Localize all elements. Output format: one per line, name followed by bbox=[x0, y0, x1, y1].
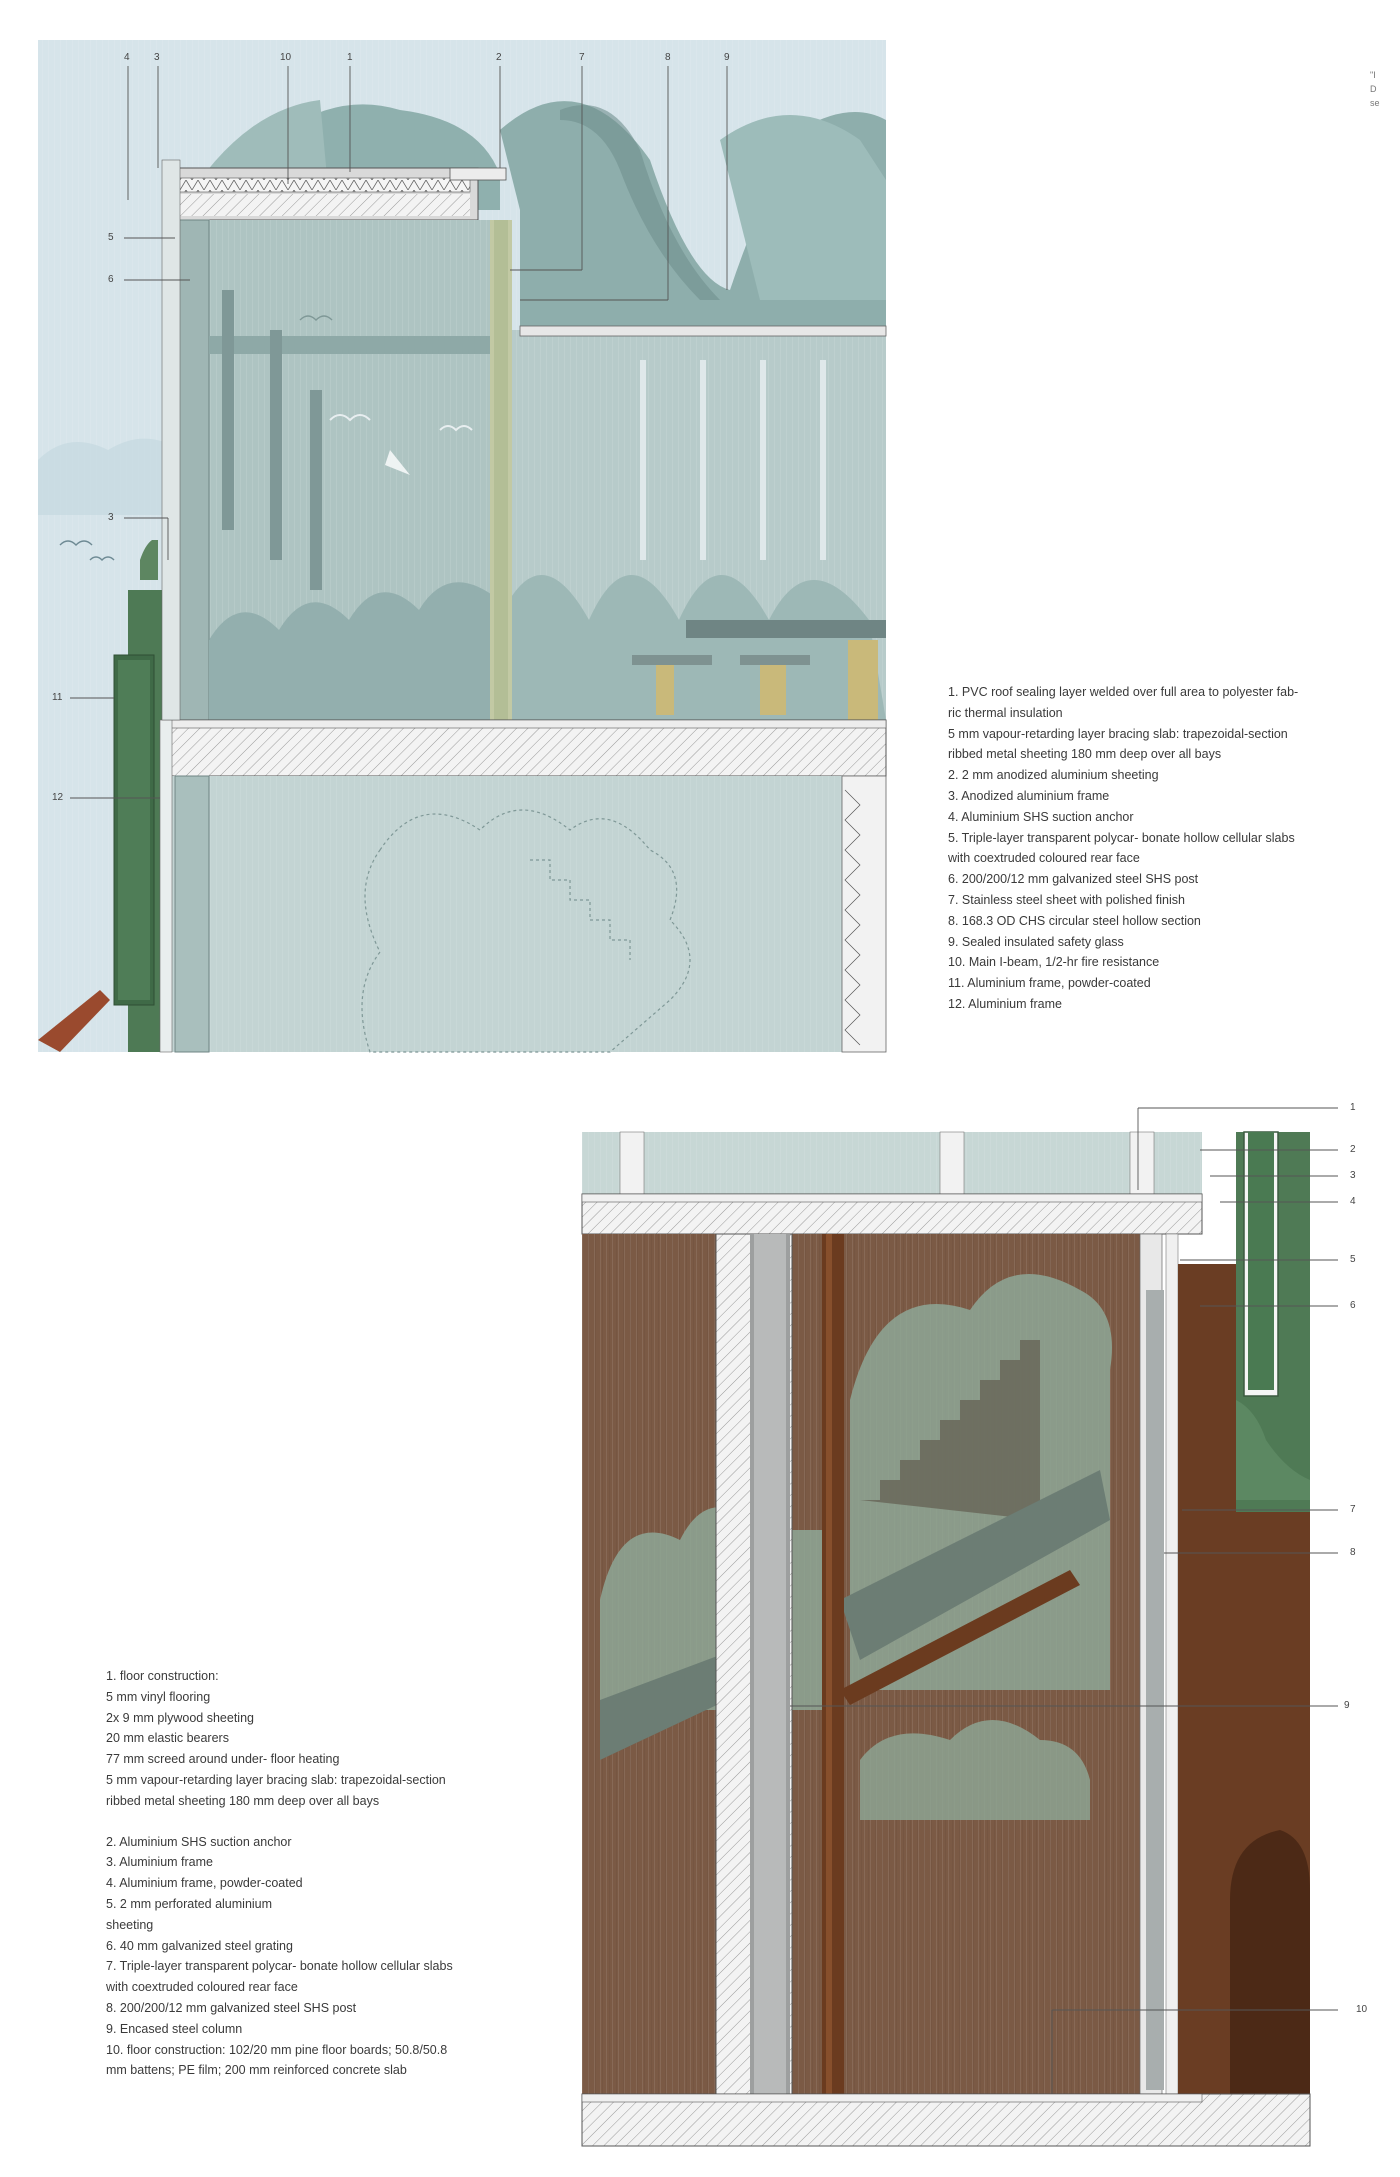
bottom-legend-line: 77 mm screed around under- floor heating bbox=[106, 1752, 340, 1767]
top-legend-line: 8. 168.3 OD CHS circular steel hollow section bbox=[948, 913, 1201, 928]
bottom-legend-line: 5 mm vinyl flooring bbox=[106, 1689, 211, 1704]
bottom-legend-line: 6. 40 mm galvanized steel grating bbox=[106, 1938, 293, 1953]
top-legend-line: with coextruded coloured rear face bbox=[948, 851, 1140, 866]
bottom-callout-5: 5 bbox=[1350, 1254, 1356, 1265]
top-legend-line: 9. Sealed insulated safety glass bbox=[948, 934, 1124, 949]
bottom-legend-line: mm battens; PE film; 200 mm reinforced concrete slab bbox=[106, 2063, 407, 2078]
bottom-legend-line: 2x 9 mm plywood sheeting bbox=[106, 1710, 254, 1725]
top-legend-line: 7. Stainless steel sheet with polished finish bbox=[948, 892, 1185, 907]
corner-cropped-text bbox=[1370, 68, 1380, 110]
bottom-legend-line: 5. 2 mm perforated aluminium bbox=[106, 1896, 273, 1911]
top-callout-1: 1 bbox=[347, 52, 353, 63]
bottom-legend-line: 8. 200/200/12 mm galvanized steel SHS post bbox=[106, 2000, 357, 2015]
top-legend-line: 12. Aluminium frame bbox=[948, 996, 1062, 1011]
corner-text-line: se bbox=[1370, 98, 1380, 108]
top-legend-line: 5 mm vapour-retarding layer bracing slab: trapezoidal-section bbox=[948, 726, 1288, 741]
top-legend-line: 1. PVC roof sealing layer welded over full area to polyester fab- bbox=[948, 685, 1299, 699]
bottom-legend-line: 1. floor construction: bbox=[106, 1669, 219, 1683]
top-legend-line: 11. Aluminium frame, powder-coated bbox=[948, 976, 1151, 991]
bottom-legend-line: sheeting bbox=[106, 1917, 154, 1932]
top-callout-2: 2 bbox=[496, 52, 502, 63]
top-section-drawing bbox=[38, 40, 886, 1052]
bottom-callout-6: 6 bbox=[1350, 1300, 1356, 1311]
top-legend-line: ric thermal insulation bbox=[948, 705, 1063, 720]
top-legend-line: ribbed metal sheeting 180 mm deep over all bays bbox=[948, 747, 1222, 762]
top-legend-line: 4. Aluminium SHS suction anchor bbox=[948, 809, 1134, 824]
corner-text-line: "I bbox=[1370, 70, 1376, 80]
top-legend bbox=[948, 682, 1298, 1015]
top-callout-9: 9 bbox=[724, 52, 730, 63]
bottom-legend-line: with coextruded coloured rear face bbox=[106, 1980, 298, 1995]
bottom-legend-line: ribbed metal sheeting 180 mm deep over all bays bbox=[106, 1793, 380, 1808]
top-callout-4: 4 bbox=[124, 52, 130, 63]
top-callout-11: 11 bbox=[52, 692, 63, 703]
top-callout-5: 5 bbox=[108, 232, 114, 243]
bottom-callout-3: 3 bbox=[1350, 1170, 1356, 1181]
top-callout-7: 7 bbox=[579, 52, 585, 63]
corner-text-line: D bbox=[1370, 84, 1377, 94]
top-legend-line: 6. 200/200/12 mm galvanized steel SHS post bbox=[948, 872, 1199, 887]
top-legend-line: 10. Main I-beam, 1/2-hr fire resistance bbox=[948, 955, 1160, 970]
bottom-callout-1: 1 bbox=[1350, 1102, 1356, 1113]
bottom-legend-line: 9. Encased steel column bbox=[106, 2021, 243, 2036]
legend-gap bbox=[106, 1812, 453, 1832]
bottom-legend bbox=[106, 1666, 453, 2081]
top-callout-3: 3 bbox=[154, 52, 160, 63]
bottom-legend-line: 10. floor construction: 102/20 mm pine floor boards; 50.8/50.8 bbox=[106, 2042, 448, 2057]
bottom-section-drawing bbox=[582, 1132, 1310, 2146]
top-legend-line: 3. Anodized aluminium frame bbox=[948, 788, 1110, 803]
bottom-legend-line: 20 mm elastic bearers bbox=[106, 1731, 229, 1746]
top-callout-8: 8 bbox=[665, 52, 671, 63]
top-legend-line: 2. 2 mm anodized aluminium sheeting bbox=[948, 768, 1159, 783]
top-callout-3b: 3 bbox=[108, 512, 114, 523]
bottom-callout-10: 10 bbox=[1356, 2004, 1368, 2015]
bottom-callout-4: 4 bbox=[1350, 1196, 1356, 1207]
top-callout-12: 12 bbox=[52, 792, 64, 803]
bottom-callout-7: 7 bbox=[1350, 1504, 1356, 1515]
top-callout-6: 6 bbox=[108, 274, 114, 285]
bottom-legend-line: 2. Aluminium SHS suction anchor bbox=[106, 1834, 292, 1849]
bottom-callout-8: 8 bbox=[1350, 1547, 1356, 1558]
bottom-legend-line: 5 mm vapour-retarding layer bracing slab: trapezoidal-section bbox=[106, 1772, 446, 1787]
bottom-legend-line: 4. Aluminium frame, powder-coated bbox=[106, 1876, 303, 1891]
bottom-legend-line: 7. Triple-layer transparent polycar- bonate hollow cellular slabs bbox=[106, 1959, 453, 1974]
bottom-legend-line: 3. Aluminium frame bbox=[106, 1855, 213, 1870]
top-callout-10: 10 bbox=[280, 52, 292, 63]
bottom-callout-9: 9 bbox=[1344, 1700, 1350, 1711]
top-legend-line: 5. Triple-layer transparent polycar- bonate hollow cellular slabs bbox=[948, 830, 1295, 845]
bottom-callout-2: 2 bbox=[1350, 1144, 1356, 1155]
